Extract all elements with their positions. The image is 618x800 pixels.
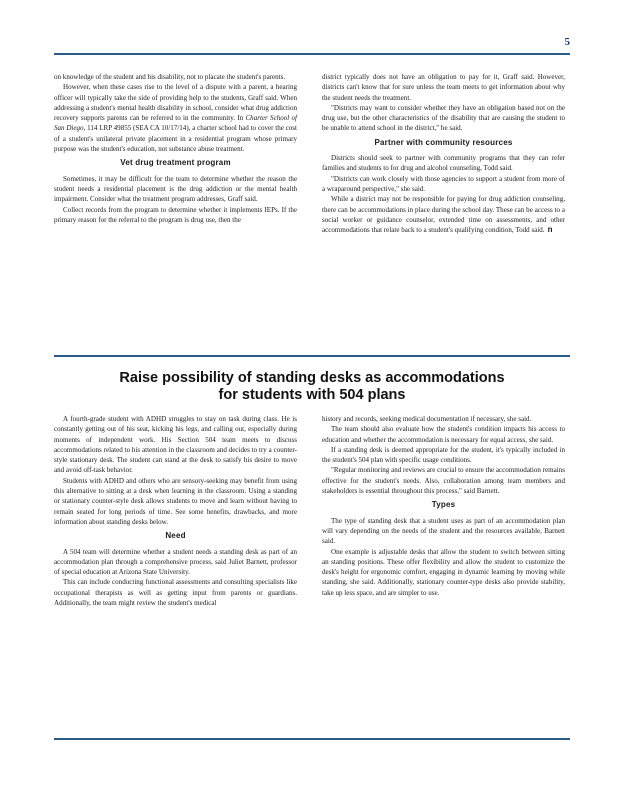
paragraph: "Districts can work closely with those agencies to support a student from more of a wraparound perspective," she said. (322, 174, 565, 193)
article-left-column (54, 414, 297, 608)
paragraph: The type of standing desk that a student uses as part of an accommodation plan will vary depending on the needs of the student and the resources available, Barnett said. (322, 516, 565, 546)
section-heading: Vet drug treatment program (120, 158, 231, 168)
end-of-article-mark: n (547, 225, 553, 235)
section-heading: Need (165, 531, 186, 541)
section-heading: Types (431, 500, 456, 510)
paragraph-text: However, when these cases rise to the level of a dispute with a parent, a hearing officer will typically take the side of providing help to the students, Graff said. When addressing a student's mental health disability in school, consider what drug addiction recovery supports parents can be referred to in the community. In (54, 83, 297, 123)
paragraph: history and records, seeking medical documentation if necessary, she said. (322, 415, 532, 423)
top-rule (54, 53, 570, 55)
paragraph: district typically does not have an obligation to pay for it, Graff said. However, districts can't know that for sure unless the team meets to get information about why the student needs the treatment. (322, 73, 565, 102)
paragraph: A 504 team will determine whether a student needs a standing desk as part of an accommodation plan through a comprehensive process, said Juliet Barnett, professor of special education at Arizona State University. (54, 547, 297, 577)
section-divider (54, 355, 570, 357)
paragraph (322, 194, 565, 235)
paragraph-text: While a district may not be responsible for paying for drug addiction counseling, there can be accommodations in place during the school day. These can be access to a social worker or guidance counselor, extended time on assessments, and other accommodations that relate back to a student's qualifying condition, Todd said. (322, 195, 565, 235)
continued-article-right-column (322, 72, 565, 235)
paragraph: A fourth-grade student with ADHD struggles to stay on task during class. He is constantly getting out of his seat, kicking his legs, and calling out, especially during moments of independent work. His Section 504 team meets to discuss accommodations related to his attention in the classroom and decides to try a counter-style stationary desk. The student can stand at the desk to satisfy his desire to move and avoid off-task behavior. (54, 415, 297, 475)
headline-line: for students with 504 plans (218, 387, 406, 403)
paragraph: "Districts may want to consider whether they have an obligation based not on the drug use, but the other characteristics of the disability that are causing the student to be unable to attend school in the district," he said. (322, 103, 565, 133)
page-number: 5 (564, 36, 570, 48)
paragraph: Students with ADHD and others who are sensory-seeking may benefit from using this alternative to sitting at a desk when learning in the classroom. Using a standing or stationary counter-style desk allows students to move and learn without having to remain seated for long periods of time. See some benefits, drawbacks, and more information about standing desks below. (54, 476, 297, 526)
paragraph: One example is adjustable desks that allow the student to switch between sitting an standing positions. These offer flexibility and allow the student to customize the desk's height for ergonomic comfort, engaging in dynamic learning by moving while standing, she said. Additionally, stationary counter-type desks also provide stability, take up less space, and are simpler to use. (322, 547, 565, 597)
continued-article-left-column (54, 72, 297, 225)
paragraph: on knowledge of the student and his disability, not to placate the student's parents. (54, 73, 286, 81)
paragraph-text: , 114 LRP 49855 (SEA CA 10/17/14), a charter school had to cover the cost of a student's unilateral private placement in a residential program whose primary purpose was the student's education, not substance abuse treatment. (54, 124, 297, 154)
article-right-column (322, 414, 565, 598)
paragraph (54, 82, 297, 154)
case-name: Charter School of San Diego (54, 114, 297, 133)
paragraph: The team should also evaluate how the student's condition impacts his access to education and whether the accommodation is necessary for equal access, she said. (322, 425, 565, 444)
headline-line: Raise possibility of standing desks as accommodations (119, 370, 505, 386)
paragraph: "Regular monitoring and reviews are crucial to ensure the accommodation remains effective for the student's needs. Also, collaboration among team members and stakeholders is essential throughout this process," said Barnett. (322, 466, 565, 496)
paragraph: If a standing desk is deemed appropriate for the student, it's typically included in the student's 504 plan with specific usage conditions. (322, 445, 565, 465)
paragraph: Sometimes, it may be difficult for the team to determine whether the reason the student needs a residential placement is the drug addiction or the mental health impairment. Consider what the treatment program addresses, Graff said. (54, 174, 297, 204)
bottom-rule (54, 738, 570, 740)
article-headline (54, 370, 570, 404)
section-heading: Partner with community resources (374, 137, 513, 147)
paragraph: This can include conducting functional assessments and consulting specialists like occupational therapists as well as getting input from parents or guardians. Additionally, the team might review the student's medical (54, 578, 297, 608)
paragraph: Districts should seek to partner with community programs that they can refer families and students to for drug and alcohol counseling, Todd said. (322, 154, 565, 173)
paragraph: Collect records from the program to determine whether it implements IEPs. If the primary reason for the referral to the program is drug use, then the (54, 205, 297, 224)
